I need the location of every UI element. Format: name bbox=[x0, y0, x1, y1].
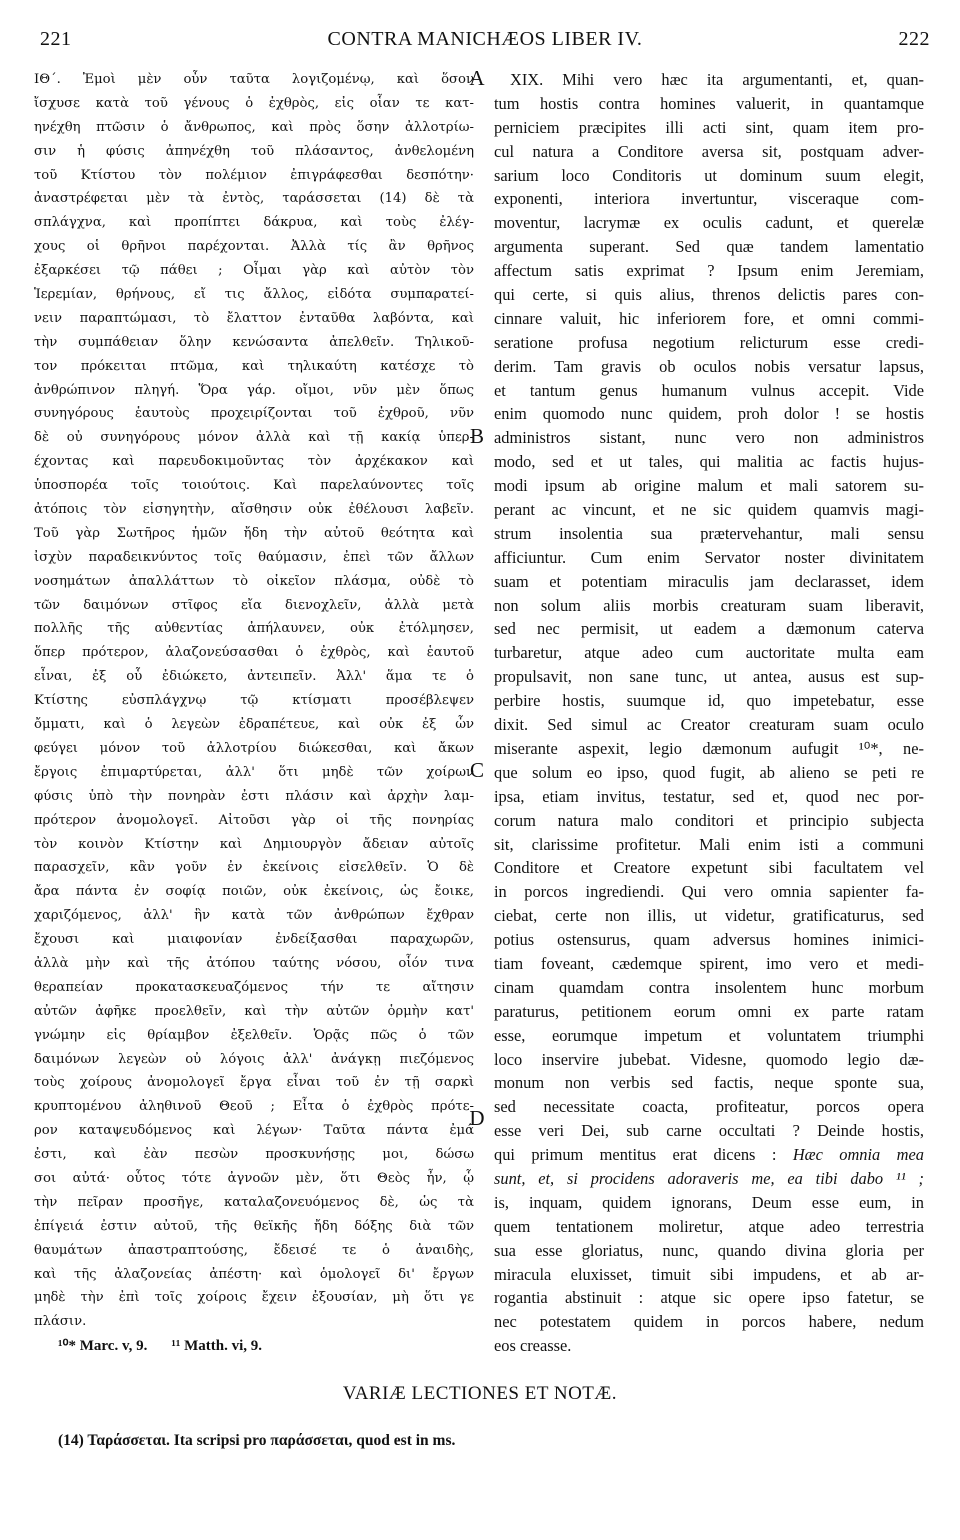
greek-text-line: φύσις ὑπὸ τὴν πονηρὰν ἐστι πλάσιν καὶ ἀρχὴν λαμ- bbox=[34, 788, 474, 804]
latin-text-line: moventur, lacrymæ ex oculis cadunt, et querelæ bbox=[494, 213, 924, 233]
margin-marker-c: C bbox=[469, 758, 484, 782]
latin-text-line: sunt, et, si procidens adoraveris me, ea tibi dabo ¹¹ ; bbox=[494, 1168, 924, 1188]
greek-text-line: χους οἱ θρῆνοι παρέχονται. Ἀλλὰ τίς ἂν θρῆνος bbox=[34, 239, 474, 255]
latin-text-line bbox=[494, 1143, 924, 1167]
greek-text-line: χαριζόμενος, ἀλλ' ἣν κατὰ τῶν ἀνθρώπων ἔχθραν bbox=[34, 908, 474, 924]
footnote-matth: ¹¹ Matth. vi, 9. bbox=[171, 1338, 263, 1354]
greek-text-line: ἔχουσι καὶ μιαιφονίαν ἐνδείξασθαι παραχωρῶν, bbox=[34, 932, 474, 948]
latin-text-line: esse veri Dei, sub carne occultati ? Deinde hostis, bbox=[494, 1121, 924, 1141]
greek-text-line: ρον καταψευδόμενος καὶ λέγων· Ταῦτα πάντα ἐμά bbox=[34, 1123, 474, 1139]
latin-text-line: seratione profusa negotium relicturum esse credi- bbox=[494, 332, 924, 352]
greek-text-column bbox=[34, 68, 474, 1334]
latin-text-line: miserante aspexit, legio dæmonum aufugit ¹⁰*, ne- bbox=[494, 738, 924, 758]
footnote-marc: ¹⁰* Marc. v, 9. bbox=[58, 1338, 148, 1354]
greek-text-line: ἐξαρκέσει τῷ πάθει ; Οἶμαι γὰρ καὶ αὐτὸν τὸν bbox=[34, 263, 474, 279]
latin-text-line: quem tentationem moliretur, atque adeo terrestria bbox=[494, 1216, 924, 1236]
page-number-left: 221 bbox=[40, 28, 72, 50]
greek-text-line: ἀτόποις τὸν εἰσηγητὴν, αἴσθησιν οὐκ ἐθέλουσι λαβεῖν. bbox=[34, 502, 474, 518]
page-number-right: 222 bbox=[898, 28, 930, 50]
greek-text-line: ηνέχθη πτῶσιν ὁ ἄνθρωπος, καὶ πρὸς ὅσην ἀλλοτρίω- bbox=[34, 119, 474, 135]
greek-text-line: πολλῆς τῆς αὐθεντίας ἀπήλαυνεν, οὐκ ἐτόλμησεν, bbox=[34, 621, 474, 637]
latin-text-line: potius ostensurus, quam adversus homines inimici- bbox=[494, 930, 924, 950]
latin-text-line: nec potestatem quidem in porcos habere, nedum bbox=[494, 1312, 924, 1332]
latin-text-line: afficiuntur. Cum enim Servator noster divinitatem bbox=[494, 547, 924, 567]
greek-text-line: κρυπτομένου ἀληθινοῦ Θεοῦ ; Εἶτα ὁ ἐχθρὸς πρότε- bbox=[34, 1099, 474, 1115]
greek-text-line: ὄμματι, καὶ ὁ λεγεὼν ἐδραπέτευε, καὶ οὐκ ἐξ ὧν bbox=[34, 717, 474, 733]
running-title: CONTRA MANICHÆOS LIBER IV. bbox=[327, 28, 643, 50]
greek-text-line: τον πρόκειται πτῶμα, καὶ τηλικαύτη κατέσχε τὸ bbox=[34, 358, 474, 374]
latin-text-line: sarium loco Conditoris ut dominum suum elegit, bbox=[494, 165, 924, 185]
latin-text-line: cinnare valuit, hic inferiorem fore, et omni commi- bbox=[494, 308, 924, 328]
greek-text-line: ἐπίγειά ἐστιν αὐτοῦ, τῆς θεϊκῆς ἤδη δόξης διὰ τῶν bbox=[34, 1218, 474, 1234]
latin-text-column bbox=[494, 68, 924, 1358]
latin-text-line: que solum eo ipso, quod fugit, ab alieno se peti re bbox=[494, 762, 924, 782]
greek-text-line: τὴν συμπάθειαν ὅλην κενώσαντα ἀπελθεῖν. Τηλικοῦ- bbox=[34, 334, 474, 350]
greek-text-line: δαιμόνων λεγεὼν οὐ λόγοις ἀλλ' ἀνάγκῃ πιεζόμενος bbox=[34, 1051, 474, 1067]
greek-text-line: νειν παραπτώμασι, τὸ ἔλαττον ἐνταῦθα λαβόντα, καὶ bbox=[34, 310, 474, 326]
latin-text-line: derim. Tam gravis ob oculos nobis versatur lapsus, bbox=[494, 356, 924, 376]
latin-text-line: monum non verbis sed factis, neque sponte sua, bbox=[494, 1073, 924, 1093]
greek-text-line: τοὺς χοίρους ἀνομολογεῖ ἔργα εἶναι τοῦ ἐν τῇ σαρκὶ bbox=[34, 1075, 474, 1091]
running-header bbox=[40, 28, 930, 58]
greek-text-line: θεραπείαν προκατασκευαζόμενος τήν τε αἴτησιν bbox=[34, 979, 474, 995]
footnotes bbox=[58, 1336, 262, 1355]
greek-text-line: Κτίστης εὐσπλάγχνῳ τῷ κτίσματι προσέβλεψεν bbox=[34, 693, 474, 709]
greek-text-line: φεύγει μόνον τοῦ ἀλλοτρίου διώκεσθαι, καὶ ἄκων bbox=[34, 740, 474, 756]
latin-text-line: in porcos ingrediendi. Qui vero omnia sapienter fa- bbox=[494, 882, 924, 902]
greek-text-line: ὅπερ πρότερον, ἀλαζονεύσασθαι ὁ ἐχθρὸς, καὶ ἑαυτοῦ bbox=[34, 645, 474, 661]
latin-text-line: eos creasse. bbox=[494, 1336, 572, 1356]
margin-marker-a: A bbox=[469, 66, 485, 90]
greek-text-line: ἐστι, καὶ ἐὰν πεσὼν προσκυνήσῃς μοι, δώσω bbox=[34, 1147, 474, 1163]
greek-text-line: ΙΘ΄. Ἐμοὶ μὲν οὖν ταῦτα λογιζομένῳ, καὶ ὅσον bbox=[34, 72, 474, 87]
greek-text-line: παρασχεῖν, κἂν γοῦν ἐν ἐκείνοις εἰσελθεῖν. Ὁ δὲ bbox=[34, 860, 474, 876]
latin-text-line: Conditore et Creatore expetunt sibi facultatem vel bbox=[494, 858, 924, 878]
latin-text-line: corum natura malo conditori et principio subjecta bbox=[494, 810, 924, 830]
note-14: (14) Ταράσσεται. Ita scripsi pro παράσσεται, quod est in ms. bbox=[58, 1432, 456, 1449]
latin-text-line: turbaretur, atque adeo cum auctoritate multa eam bbox=[494, 643, 924, 663]
greek-text-line: πλάσιν. bbox=[34, 1314, 87, 1330]
latin-text-line: cinam quamdam contra insolentem hunc morbum bbox=[494, 977, 924, 997]
latin-italic-quote: Hæc omnia mea bbox=[792, 1145, 924, 1165]
greek-text-line: ἀναστρέφεται μὲν τὰ ἐντὸς, ταράσσεται (14) δὲ τὰ bbox=[34, 191, 474, 207]
greek-text-line: εἶναι, ἐξ οὗ ἐδιώκετο, ἀντειπεῖν. Ἀλλ' ἅμα τε ὁ bbox=[34, 669, 474, 685]
latin-text-line: strum insolentia sua prætervehantur, mali sensu bbox=[494, 523, 924, 543]
greek-text-line: ἔργοις ἐπιμαρτύρεται, ἀλλ' ὅτι μηδὲ τῶν χοίρων bbox=[34, 764, 474, 780]
latin-text-line: qui certe, si quis alius, threnos delictis pares con- bbox=[494, 285, 924, 305]
greek-text-line: δὲ οὐ συνηγόρους μόνον ἀλλὰ καὶ τῇ κακίᾳ ὑπερ- bbox=[34, 430, 474, 446]
greek-text-line: σοι αὐτά· οὗτος τότε ἀγνοῶν μὲν, ὅτι Θεὸς ἦν, ᾧ bbox=[34, 1170, 474, 1186]
latin-text-line: esse, eorumque impetum et voluntatem triumphi bbox=[494, 1025, 924, 1045]
latin-text-line: is, inquam, quidem ignorans, Deum esse eum, in bbox=[494, 1192, 924, 1212]
latin-text-line: exponenti, interiora invertuntur, visceraque com- bbox=[494, 189, 924, 209]
greek-text-line: γνώμην εἰς θρίαμβον ἐξελθεῖν. Ὁρᾷς πῶς ὁ τῶν bbox=[34, 1027, 474, 1043]
greek-text-line: ἀνθρώπινον πληγή. Ὅρα γάρ. οἴμοι, νῦν μὲν ὅπως bbox=[34, 382, 474, 398]
greek-text-line: ἴσχυσε κατὰ τοῦ γένους ὁ ἐχθρὸς, εἰς οἷαν τε κατ- bbox=[34, 95, 474, 111]
notes-heading: VARIÆ LECTIONES ET NOTÆ. bbox=[342, 1383, 618, 1404]
latin-text-line: enim quomodo nunc quidem, proh dolor ! se hostis bbox=[494, 404, 924, 424]
latin-text-line: tiam foveant, cædemque spirent, imo vero et medi- bbox=[494, 953, 924, 973]
latin-text-line: perbire hostis, suumque id, quo impetebatur, esse bbox=[494, 691, 924, 711]
greek-text-line: θαυμάτων ἀπαστραπτούσης, ἔδεισέ τε ὁ ἀναιδὴς, bbox=[34, 1242, 474, 1258]
latin-text-line: modo, sed et ut tales, qui malitia ac factis hujus- bbox=[494, 452, 924, 472]
greek-text-line: τὸν κοινὸν Κτίστην καὶ Δημιουργὸν ἄδειαν αὐτοῖς bbox=[34, 836, 474, 852]
latin-text-line: sit, clarissime profitetur. Mali enim isti a communi bbox=[494, 834, 924, 854]
greek-text-line: νοσημάτων ἀπαλλάττων τὸ οἰκεῖον πλάσμα, οὐδὲ τὸ bbox=[34, 573, 474, 589]
latin-text-line: propulsavit, non sane tunc, ut antea, ausus est sup- bbox=[494, 667, 924, 687]
latin-text-line: sua esse gloriatus, nunc, quando divina gloria per bbox=[494, 1240, 924, 1260]
greek-text-line: τὴν πεῖραν προσῆγε, καταλαζονευόμενος δὲ, ὡς τὰ bbox=[34, 1194, 474, 1210]
latin-text-line: sed nec permisit, ut eadem a dæmonum caterva bbox=[494, 619, 924, 639]
greek-text-line: ἄρα πάντα ἐν σοφίᾳ ποιῶν, οὐκ ἐκείνοις, ὡς ἔοικε, bbox=[34, 884, 474, 900]
latin-text-line: dixit. Sed simul ac Creator creaturam suam oculo bbox=[494, 715, 924, 735]
greek-text-line: ἀλλὰ μὴν καὶ τῆς ἀτόπου ταύτης νόσου, οἷόν τινα bbox=[34, 955, 474, 971]
greek-text-line: Τοῦ γὰρ Σωτῆρος ἡμῶν ἤδη τὴν αὐτοῦ θεότητα καὶ bbox=[34, 525, 474, 541]
latin-text-line: suam et potentiam miraculis jam declarasset, idem bbox=[494, 571, 924, 591]
latin-text-line: XIX. Mihi vero hæc ita argumentanti, et, quan- bbox=[510, 70, 924, 89]
margin-marker-b: B bbox=[469, 424, 484, 448]
greek-text-line: σιν ἡ φύσις ἀπηνέχθη τοῦ πλάσαντος, ἀνθελομένη bbox=[34, 143, 474, 159]
greek-text-line: καὶ τῆς ἀλαζονείας ἀπέστη· καὶ ὁμολογεῖ δι' ἔργων bbox=[34, 1266, 474, 1282]
latin-text-line: affectum satis exprimat ? Ipsum enim Jeremiam, bbox=[494, 261, 924, 281]
latin-text-line: miracula eluxisset, timuit sibi impudens, et ab ar- bbox=[494, 1264, 924, 1284]
greek-text-line: σπλάγχνα, καὶ προπίπτει δάκρυα, καὶ τοὺς ἐλέγ- bbox=[34, 215, 474, 231]
latin-text-line: sed necessitate coacta, profiteatur, porcos opera bbox=[494, 1097, 924, 1117]
greek-text-line: ἰσχὺν παραδεικνύντος τοῖς θαύμασιν, ἐπεὶ τῶν ἄλλων bbox=[34, 549, 474, 565]
latin-text-line: modi ipsum ab origine malum et mali satorem su- bbox=[494, 476, 924, 496]
latin-text-line: perant ac vincunt, et ne sic quidem quamvis magi- bbox=[494, 500, 924, 520]
latin-text-line: perniciem præcipites illi acti sint, quam item pro- bbox=[494, 117, 924, 137]
greek-text-line: ὑποσπορέα τοῖς τοιούτοις. Καὶ παρελαύνοντες τοῖς bbox=[34, 478, 474, 494]
latin-text-line: non solum aliis morbis creaturam suam liberavit, bbox=[494, 595, 924, 615]
latin-text-line: paraturus, petitionem eorum omni ex parte ratam bbox=[494, 1001, 924, 1021]
latin-text-segment: qui primum mentitus erat dicens : bbox=[494, 1145, 793, 1165]
greek-text-line: πρότερον ἀνομολογεῖ. Αἰτοῦσι γὰρ οἱ τῆς πονηρίας bbox=[34, 812, 474, 828]
latin-text-line: cul natura a Conditore aversa sit, postquam adver- bbox=[494, 141, 924, 161]
greek-text-line: Ἱερεμίαν, θρήνους, εἴ τις ἄλλος, εἰδότα συμπαρατεί- bbox=[34, 287, 474, 303]
latin-text-line: administros sistant, nunc vero non administros bbox=[494, 428, 924, 448]
greek-text-line: έχοντας καὶ παρευδοκιμοῦντας τὸν ἀρχέκακον καὶ bbox=[34, 454, 474, 470]
latin-text-line: argumenta superant. Sed quæ tandem lamentatio bbox=[494, 237, 924, 257]
greek-text-line: μηδὲ τὴν ἐπὶ τοῖς χοίροις ἔχειν ἐξουσίαν, μὴ ὅτι γε bbox=[34, 1290, 474, 1306]
latin-text-line: loco inservire jubebat. Videsne, quomodo legio dæ- bbox=[494, 1049, 924, 1069]
greek-text-line: συνηγόρους ἑαυτοὺς προχειρίζονται τοῦ ἐχθροῦ, νῦν bbox=[34, 406, 474, 422]
latin-text-line: rogantia abstinuit : atque sic opere ipso fatetur, se bbox=[494, 1288, 924, 1308]
margin-marker-d: D bbox=[469, 1106, 485, 1130]
latin-text-line: et tantum genus humanum vulnus accepit. Vide bbox=[494, 380, 924, 400]
latin-text-line: ipsa, etiam invitus, testatur, sed et, quod nec por- bbox=[494, 786, 924, 806]
greek-text-line: αὐτῶν ἀφῆκε προελθεῖν, καὶ τὴν αὐτῶν ὁρμὴν κατ' bbox=[34, 1003, 474, 1019]
greek-text-line: τῶν δαιμόνων στῖφος εἴα διενοχλεῖν, ἀλλὰ μετὰ bbox=[34, 597, 474, 613]
latin-text-line: ciebat, certe non illis, ut videtur, gratificaturus, sed bbox=[494, 906, 924, 926]
latin-text-line: tum hostis contra homines valuerit, in quantamque bbox=[494, 93, 924, 113]
greek-text-line: τοῦ Κτίστου τὸν πολέμιον ἐπιγράφεσθαι δεσπότην· bbox=[34, 167, 474, 183]
